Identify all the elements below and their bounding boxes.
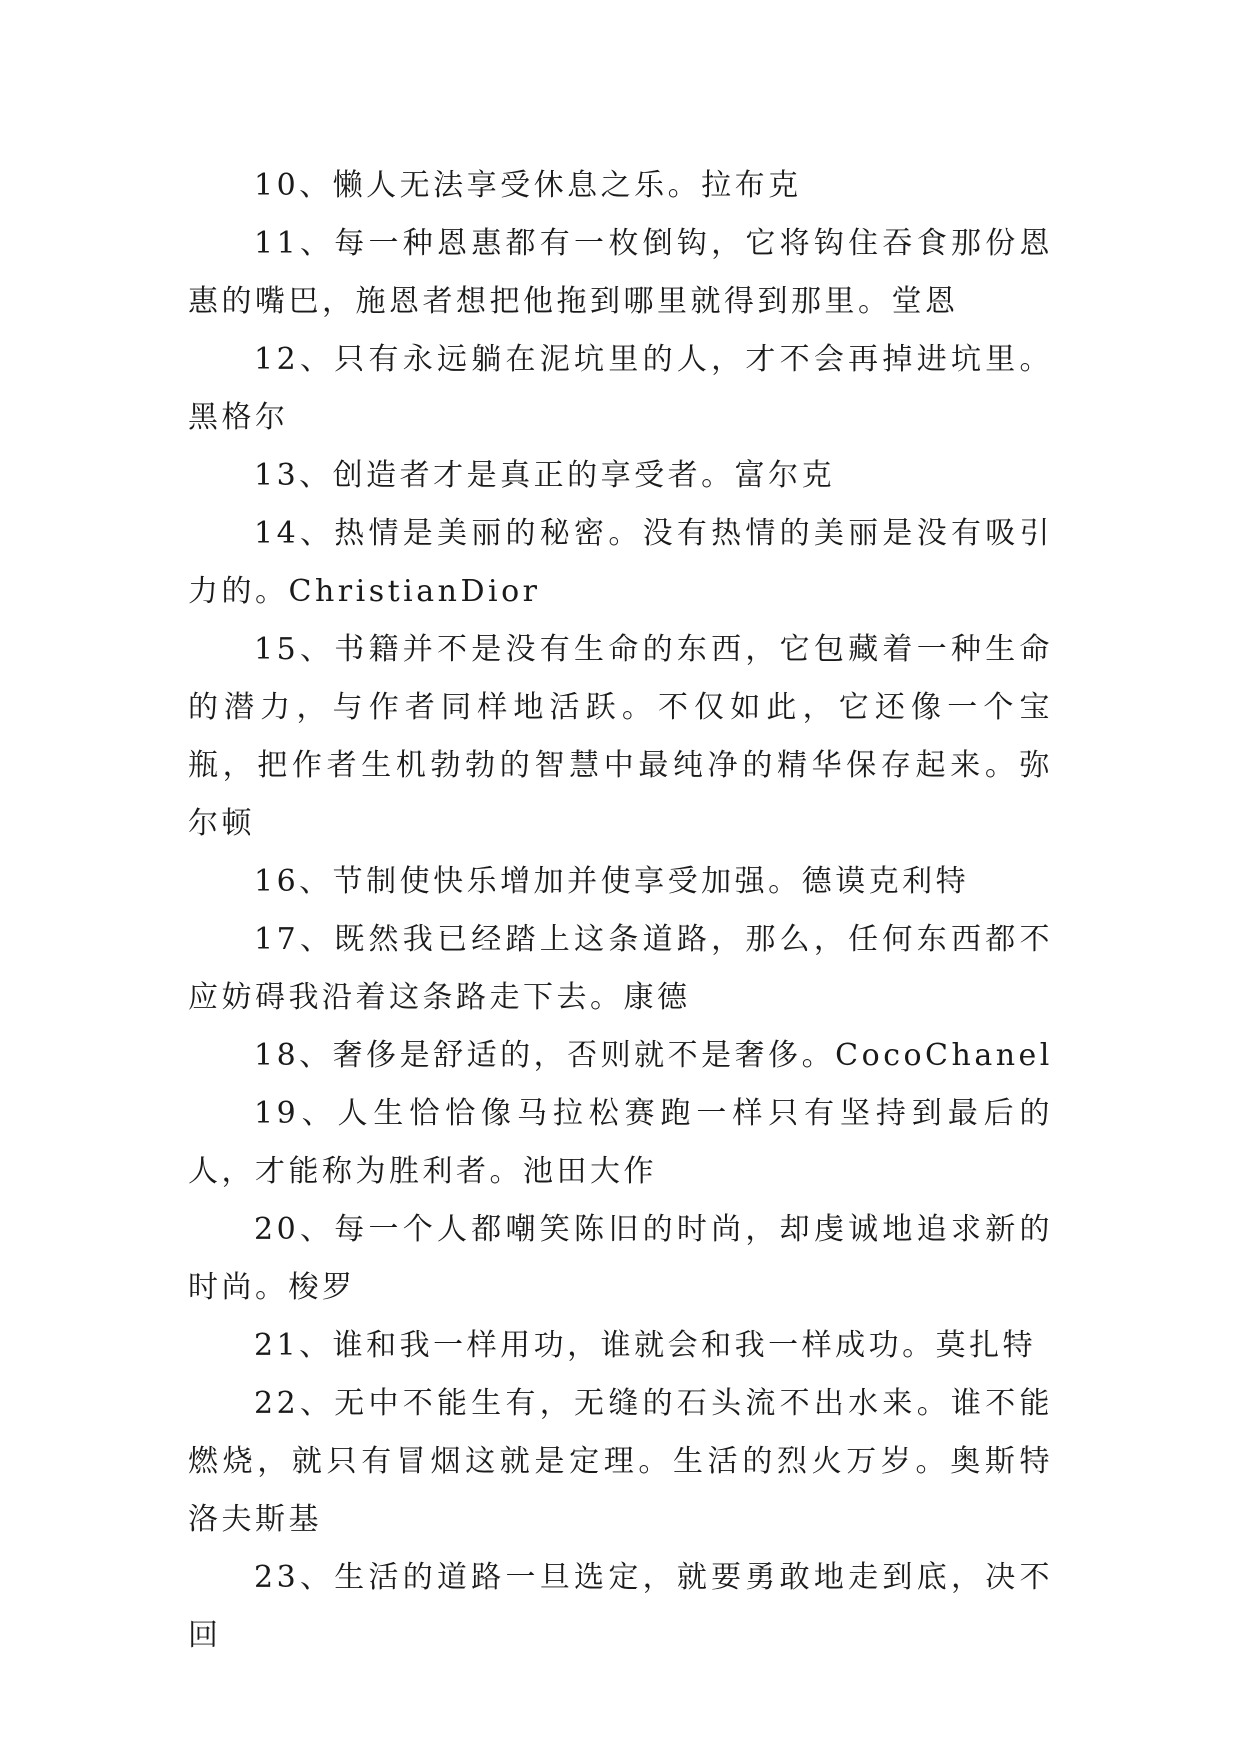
quote-paragraph-21: 21、谁和我一样用功，谁就会和我一样成功。莫扎特 (254, 1328, 1037, 1363)
quote-paragraph-19: 19、人生恰恰像马拉松赛跑一样只有坚持到最后的人，才能称为胜利者。池田大作 (188, 1096, 1053, 1189)
quote-paragraph-20: 20、每一个人都嘲笑陈旧的时尚，却虔诚地追求新的时尚。梭罗 (188, 1212, 1053, 1305)
quote-paragraph-18: 18、奢侈是舒适的，否则就不是奢侈。CocoChanel (254, 1038, 1053, 1073)
quote-paragraph-16: 16、节制使快乐增加并使享受加强。德谟克利特 (254, 864, 970, 899)
quote-paragraph-12: 12、只有永远躺在泥坑里的人，才不会再掉进坑里。黑格尔 (188, 342, 1053, 435)
quote-paragraph-14: 14、热情是美丽的秘密。没有热情的美丽是没有吸引力的。ChristianDior (188, 516, 1053, 609)
document-body (188, 157, 1053, 1665)
quote-paragraph-17: 17、既然我已经踏上这条道路，那么，任何东西都不应妨碍我沿着这条路走下去。康德 (188, 922, 1053, 1015)
quote-paragraph-11: 11、每一种恩惠都有一枚倒钩，它将钩住吞食那份恩惠的嘴巴，施恩者想把他拖到哪里就得到那里。堂恩 (188, 226, 1053, 319)
quote-paragraph-22: 22、无中不能生有，无缝的石头流不出水来。谁不能燃烧，就只有冒烟这就是定理。生活的烈火万岁。奥斯特洛夫斯基 (188, 1386, 1053, 1537)
quote-paragraph-15: 15、书籍并不是没有生命的东西，它包藏着一种生命的潜力，与作者同样地活跃。不仅如此，它还像一个宝瓶，把作者生机勃勃的智慧中最纯净的精华保存起来。弥尔顿 (188, 632, 1053, 841)
quote-paragraph-10: 10、懒人无法享受休息之乐。拉布克 (254, 168, 802, 203)
quote-paragraph-13: 13、创造者才是真正的享受者。富尔克 (254, 458, 836, 493)
quote-paragraph-23: 23、生活的道路一旦选定，就要勇敢地走到底，决不回 (188, 1560, 1053, 1653)
